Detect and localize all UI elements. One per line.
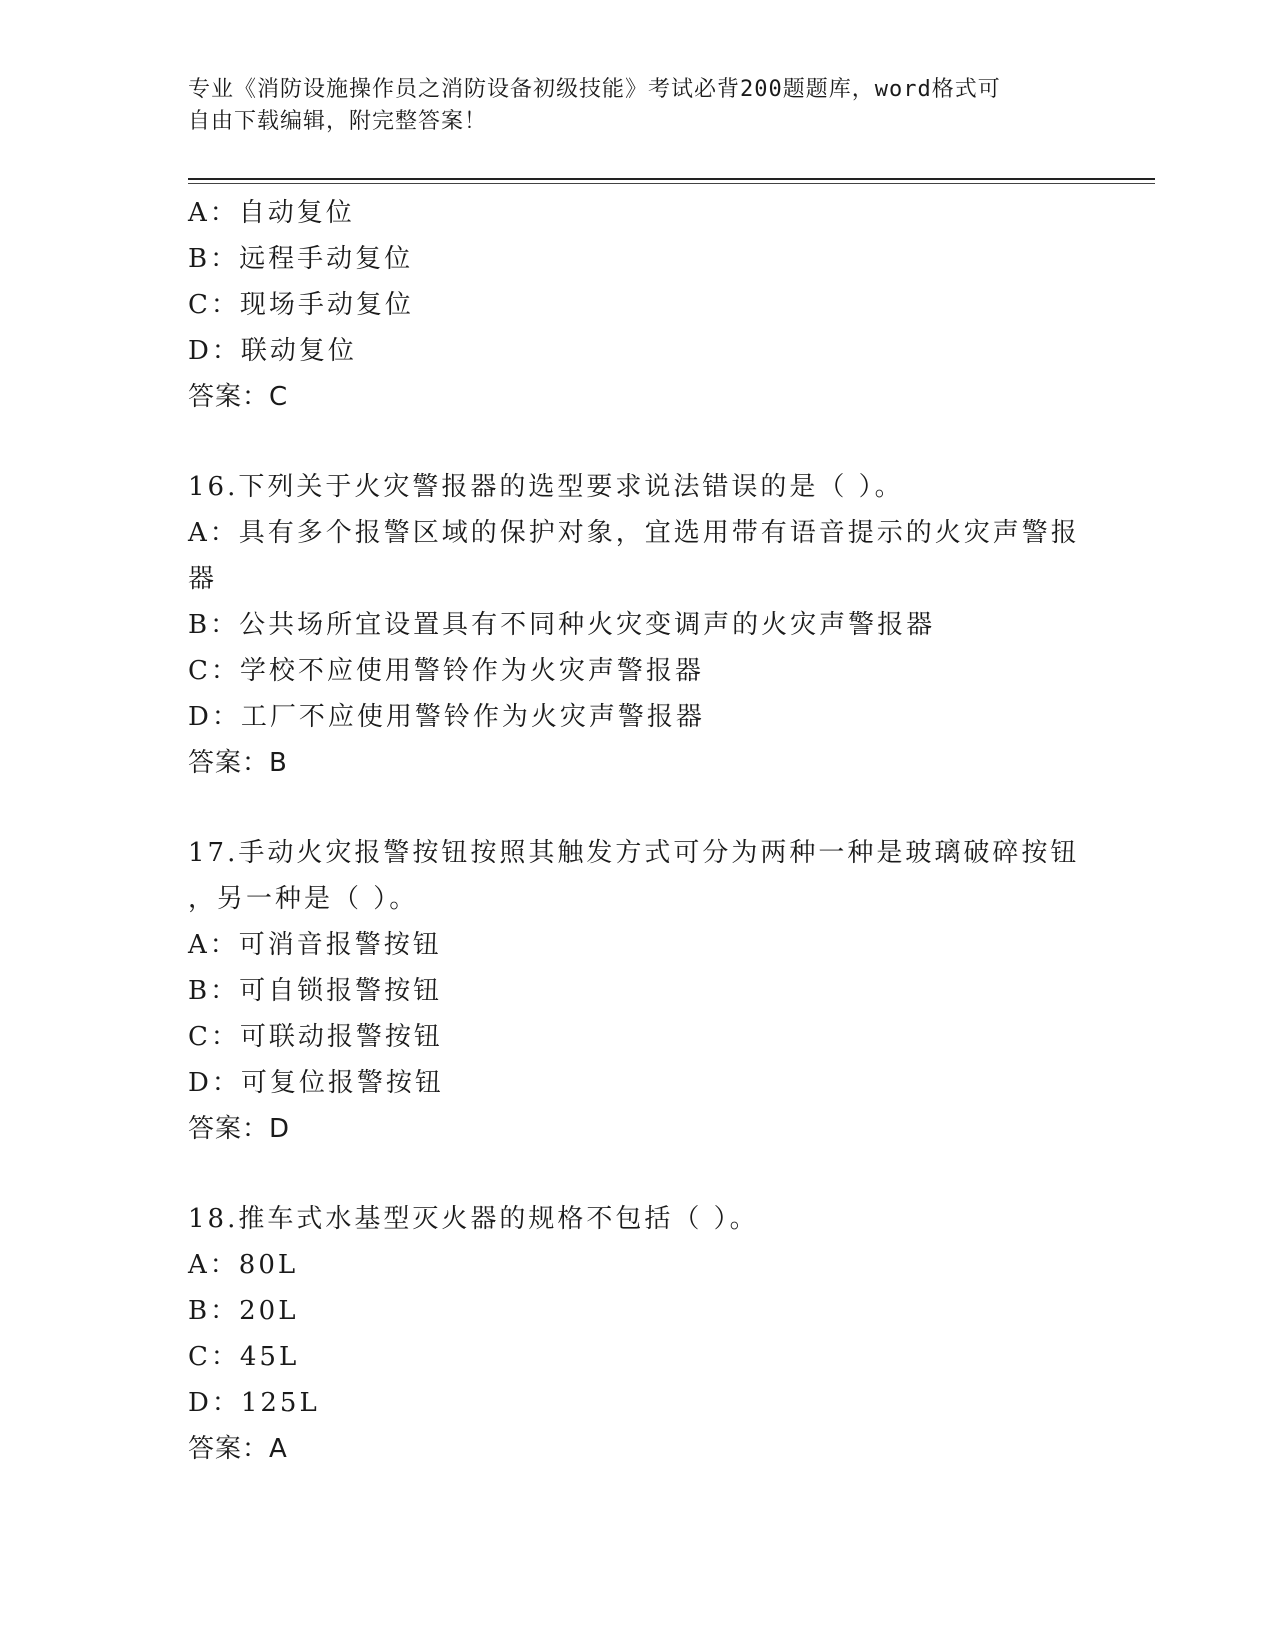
option-d: D：联动复位 <box>188 336 357 366</box>
question-16-block <box>188 464 1088 786</box>
option-b: B：可自锁报警按钮 <box>188 976 443 1006</box>
question-text: 16.下列关于火灾警报器的选型要求说法错误的是（ ）。 <box>188 472 904 502</box>
answer: 答案：A <box>188 1434 288 1464</box>
question-text: 18.推车式水基型灭火器的规格不包括（ ）。 <box>188 1204 759 1234</box>
header-divider-thin <box>188 183 1155 184</box>
question-17-block <box>188 830 1088 1152</box>
spacer <box>188 420 1088 464</box>
option-a: A：具有多个报警区域的保护对象，宜选用带有语音提示的火灾声警报 <box>188 518 1080 548</box>
option-c: C：现场手动复位 <box>188 290 414 320</box>
option-a: A：自动复位 <box>188 198 355 228</box>
option-a: A：80L <box>188 1250 299 1280</box>
option-b: B：20L <box>188 1296 299 1326</box>
option-c: C：45L <box>188 1342 300 1372</box>
question-18-block <box>188 1196 1088 1472</box>
header-line-2: 自由下载编辑，附完整答案！ <box>188 109 488 134</box>
spacer <box>188 1152 1088 1196</box>
question-list <box>188 190 1088 1472</box>
header-divider-thick <box>188 178 1155 180</box>
answer: 答案：C <box>188 382 289 412</box>
option-b: B：公共场所宜设置具有不同种火灾变调声的火灾声警报器 <box>188 610 936 640</box>
option-b: B：远程手动复位 <box>188 244 414 274</box>
question-text-line-2: ，另一种是（ ）。 <box>188 884 419 914</box>
option-d: D：125L <box>188 1388 320 1418</box>
spacer <box>188 786 1088 830</box>
question-text-line-1: 17.手动火灾报警按钮按照其触发方式可分为两种一种是玻璃破碎按钮 <box>188 838 1080 868</box>
option-d: D：工厂不应使用警铃作为火灾声警报器 <box>188 702 705 732</box>
document-header <box>188 74 1088 138</box>
option-c: C：学校不应使用警铃作为火灾声警报器 <box>188 656 704 686</box>
option-a-continued: 器 <box>188 564 218 594</box>
answer: 答案：D <box>188 1114 291 1144</box>
option-a: A：可消音报警按钮 <box>188 930 442 960</box>
answer: 答案：B <box>188 748 288 778</box>
option-c: C：可联动报警按钮 <box>188 1022 443 1052</box>
question-15-block <box>188 190 1088 420</box>
header-line-1: 专业《消防设施操作员之消防设备初级技能》考试必背200题题库，word格式可 <box>188 77 1001 102</box>
option-d: D：可复位报警按钮 <box>188 1068 444 1098</box>
